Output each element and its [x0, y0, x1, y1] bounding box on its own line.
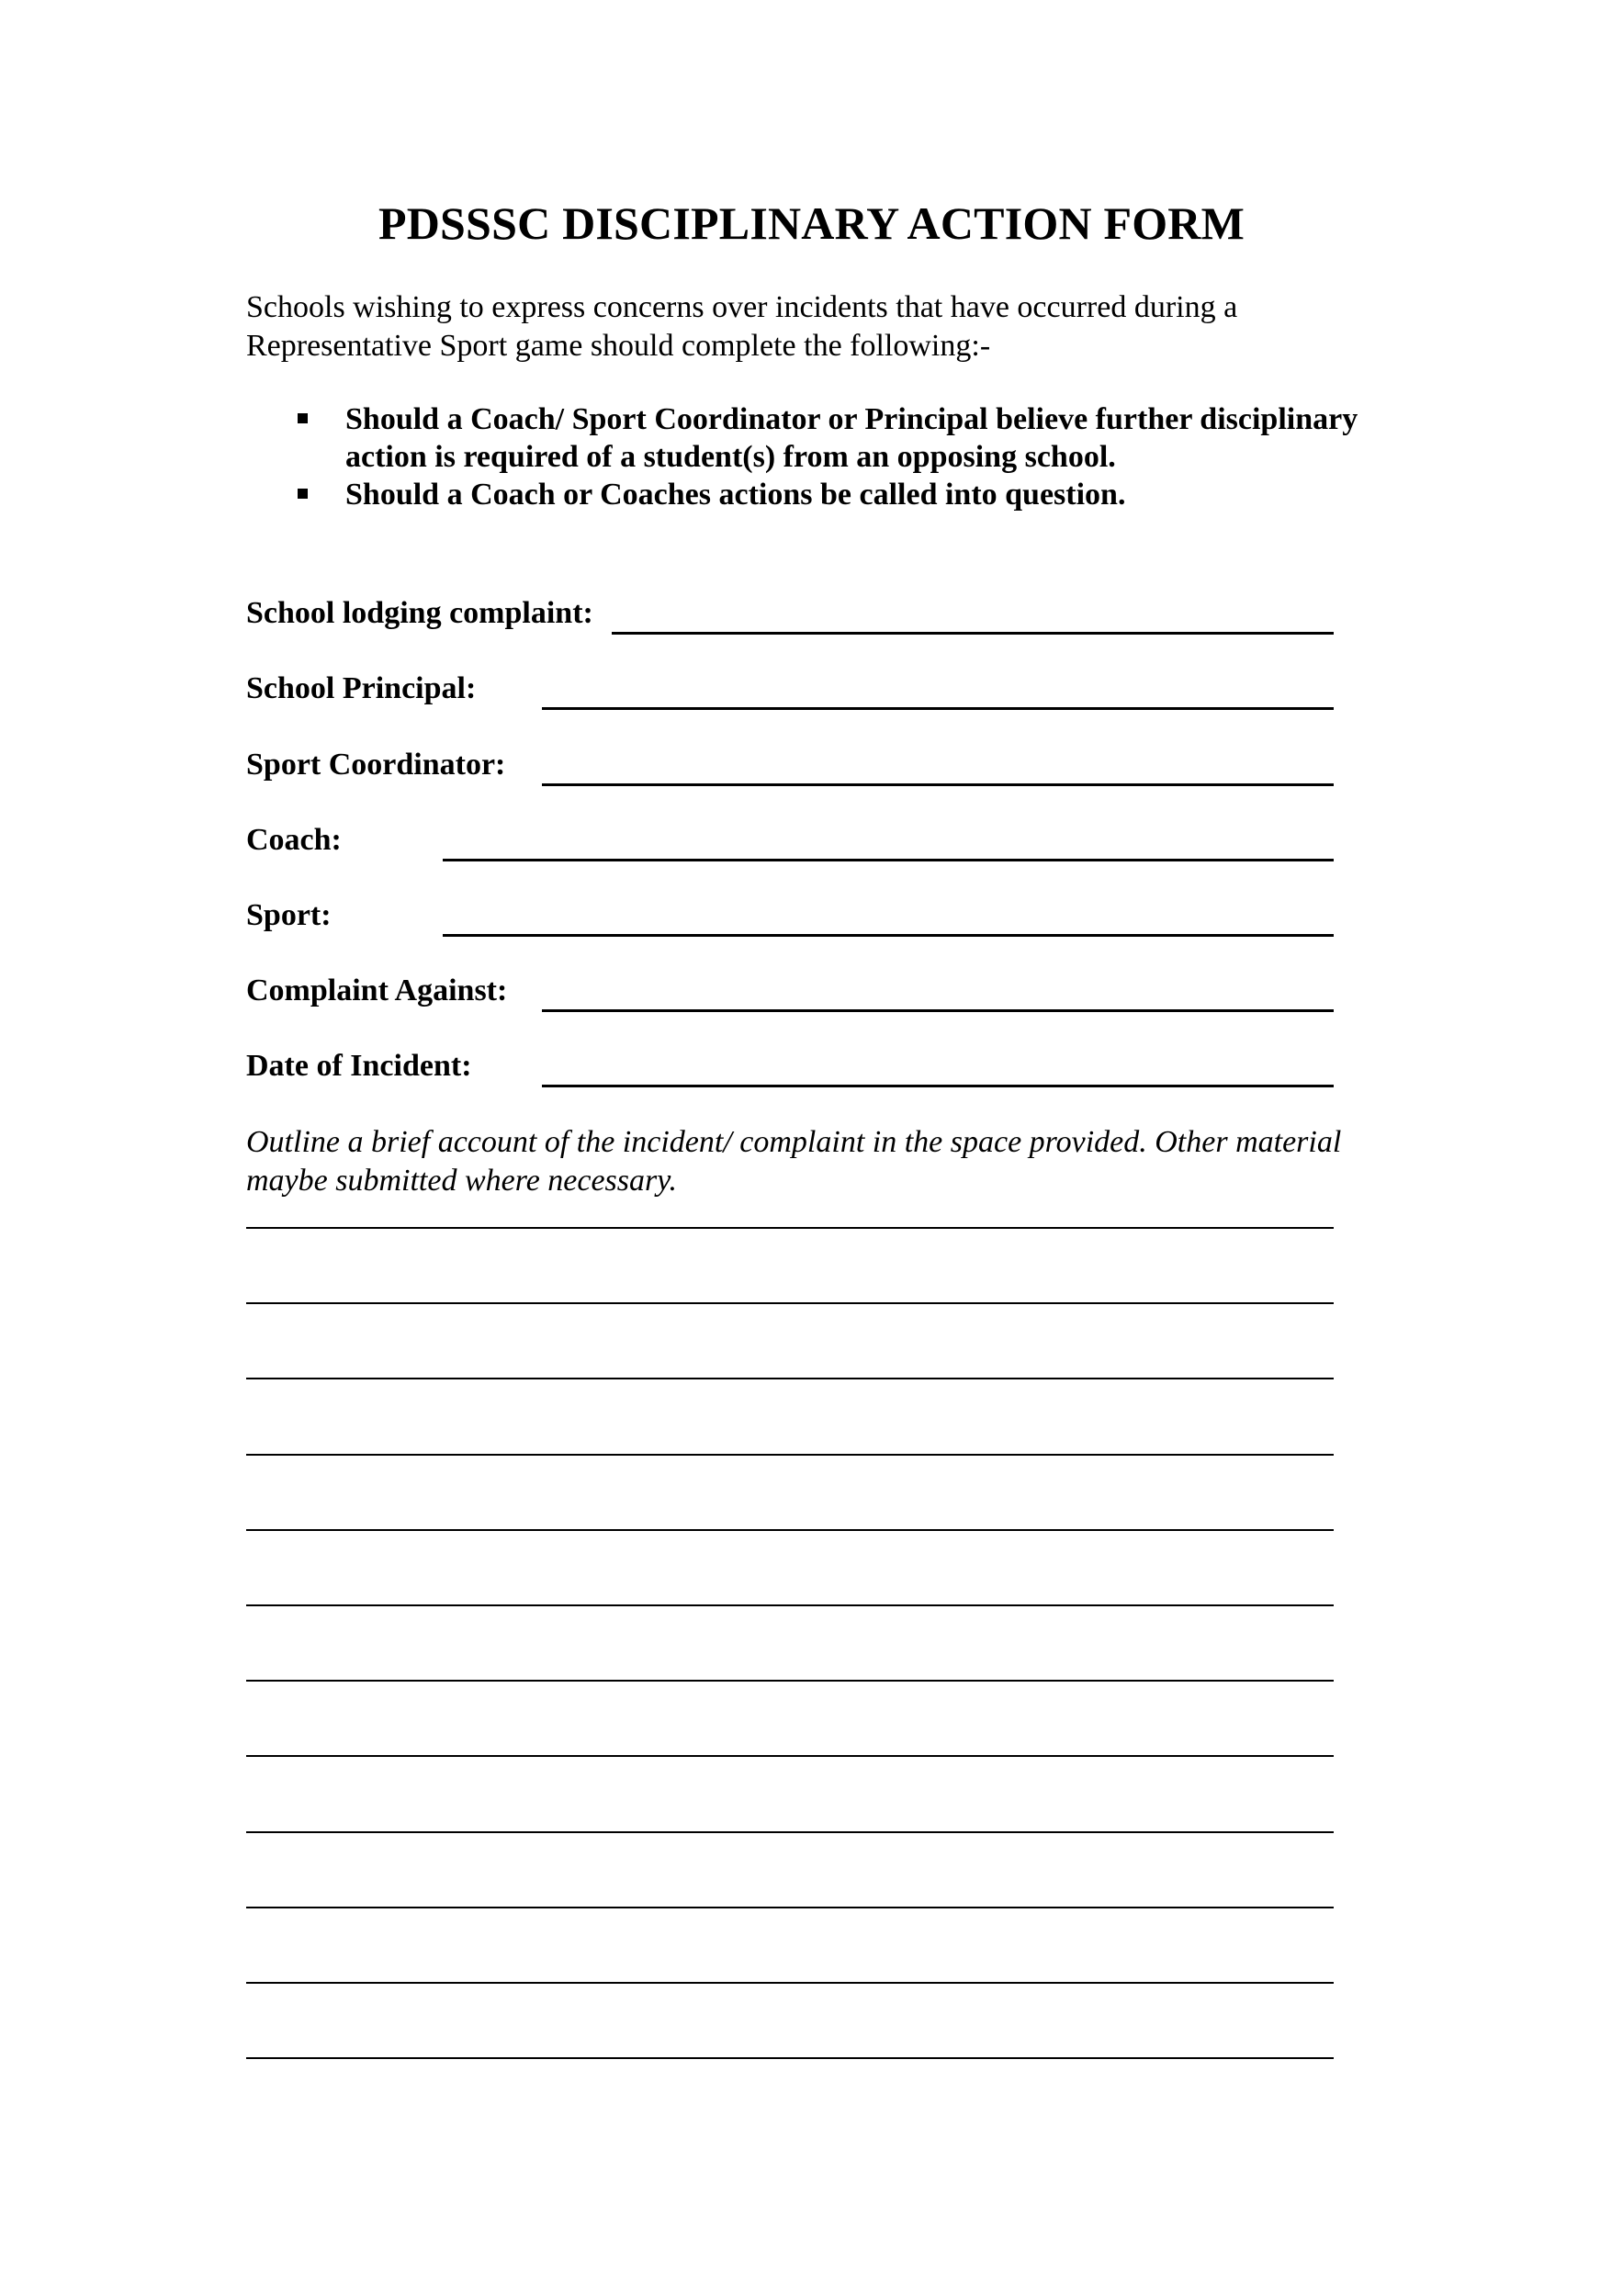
school-lodging-complaint-label: School lodging complaint: — [246, 596, 593, 630]
account-instructions: Outline a brief account of the incident/ complaint in the space provided. Other material maybe submitted where necessary. — [246, 1125, 1342, 1198]
school-principal-field — [246, 669, 1334, 715]
date-of-incident-field — [246, 1046, 1334, 1092]
school-principal-label: School Principal: — [246, 671, 477, 705]
complaint-against-field — [246, 971, 1334, 1017]
criteria-item — [246, 400, 1431, 476]
criteria-list — [246, 400, 1431, 513]
account-writing-line[interactable] — [246, 1302, 1334, 1304]
account-writing-line[interactable] — [246, 1755, 1334, 1757]
square-bullet-icon — [298, 489, 308, 499]
account-writing-line[interactable] — [246, 1378, 1334, 1379]
sport-field — [246, 895, 1334, 941]
account-writing-line[interactable] — [246, 1982, 1334, 1984]
school-lodging-complaint-field — [246, 593, 1334, 639]
complaint-against-input[interactable] — [542, 1009, 1334, 1012]
school-lodging-complaint-input[interactable] — [612, 632, 1334, 635]
sport-input[interactable] — [443, 934, 1334, 937]
account-writing-line[interactable] — [246, 1907, 1334, 1908]
sport-coordinator-label: Sport Coordinator: — [246, 748, 506, 782]
date-of-incident-label: Date of Incident: — [246, 1049, 472, 1083]
criteria-text: Should a Coach/ Sport Coordinator or Principal believe further disciplinary action is required of a student(s) from an opposing school. — [345, 402, 1358, 474]
account-writing-line[interactable] — [246, 1227, 1334, 1229]
sport-coordinator-input[interactable] — [542, 783, 1334, 786]
criteria-item — [246, 476, 1431, 513]
sport-label: Sport: — [246, 898, 332, 932]
account-writing-line[interactable] — [246, 1604, 1334, 1606]
coach-input[interactable] — [443, 859, 1334, 861]
square-bullet-icon — [298, 413, 308, 423]
coach-label: Coach: — [246, 823, 342, 857]
coach-field — [246, 820, 1334, 866]
account-writing-line[interactable] — [246, 1454, 1334, 1456]
school-principal-input[interactable] — [542, 707, 1334, 710]
account-writing-line[interactable] — [246, 1680, 1334, 1682]
intro-paragraph: Schools wishing to express concerns over incidents that have occurred during a Representative Sport game should complete the following:- — [246, 290, 1238, 363]
date-of-incident-input[interactable] — [542, 1085, 1334, 1087]
sport-coordinator-field — [246, 745, 1334, 791]
account-writing-line[interactable] — [246, 1831, 1334, 1833]
account-writing-line[interactable] — [246, 1529, 1334, 1531]
form-title: PDSSSC DISCIPLINARY ACTION FORM — [378, 197, 1245, 249]
account-writing-line[interactable] — [246, 2057, 1334, 2059]
complaint-against-label: Complaint Against: — [246, 974, 508, 1007]
criteria-text: Should a Coach or Coaches actions be called into question. — [345, 478, 1126, 512]
